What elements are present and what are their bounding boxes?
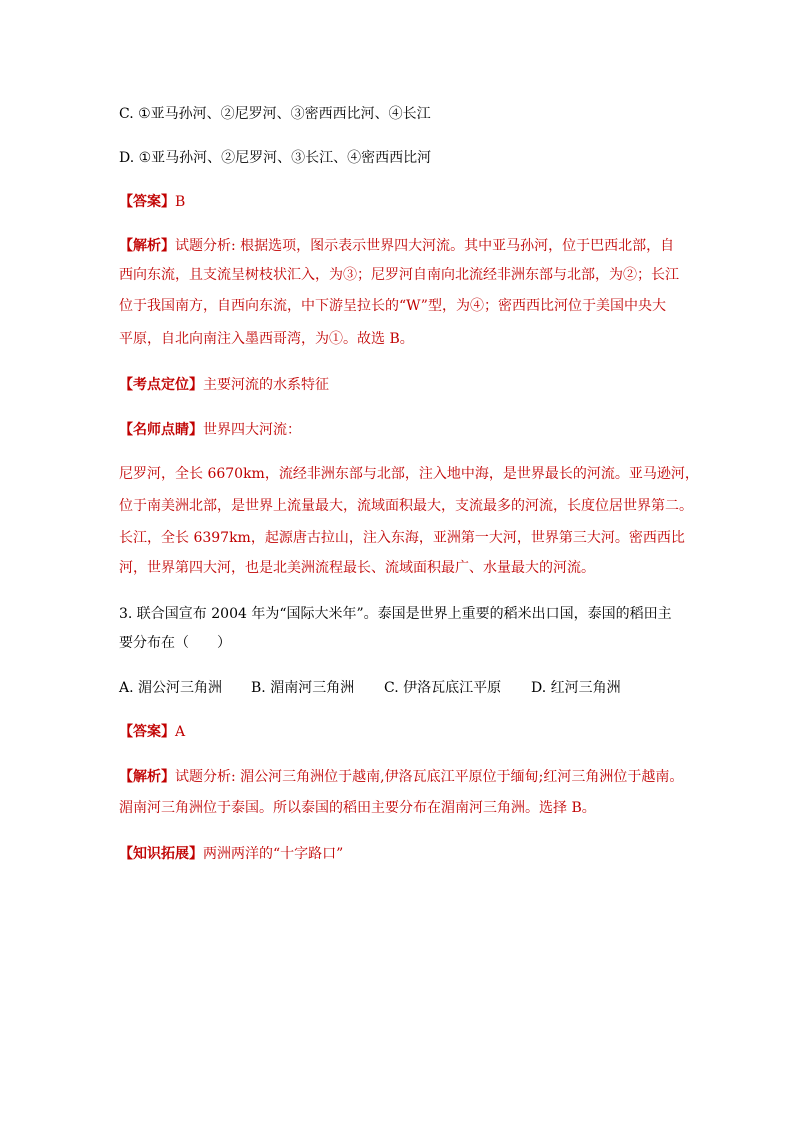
- analysis-text: 试题分析: 根据选项，图示表示世界四大河流。其中亚马孙河，位于巴西北部，自: [175, 238, 675, 254]
- analysis-1-line-2: 西向东流，且支流呈树枝状汇入，为③；尼罗河自南向北流经非洲东部与北部，为②；长江: [119, 267, 679, 283]
- analysis-3-line-1: [119, 765, 719, 789]
- analysis-3-line-2: 湄南河三角洲位于泰国。所以泰国的稻田主要分布在湄南河三角洲。选择 B。: [119, 800, 596, 816]
- answer-3-value: A: [175, 724, 186, 740]
- analysis-3-label: 【解析】: [119, 769, 175, 785]
- option-d: D. 红河三角洲: [531, 680, 621, 696]
- zhishi: [119, 842, 719, 866]
- option-c: C. 伊洛瓦底江平原: [384, 680, 502, 696]
- kaodian-label: 【考点定位】: [119, 377, 203, 393]
- mingshi-value: 世界四大河流：: [203, 422, 301, 438]
- rivers-info-line-2: 位于南美洲北部，是世界上流量最大，流域面积最大，支流最多的河流，长度位居世界第二。: [119, 498, 693, 514]
- option-b: B. 湄南河三角洲: [251, 680, 355, 696]
- mingshi-label: 【名师点睛】: [119, 422, 203, 438]
- option-a: A. 湄公河三角洲: [119, 680, 223, 696]
- answer-3: [119, 720, 719, 744]
- zhishi-label: 【知识拓展】: [119, 846, 203, 862]
- rivers-info-line-4: 河，世界第四大河，也是北美洲流程最长、流域面积最广、水量最大的河流。: [119, 560, 595, 576]
- kaodian: [119, 373, 719, 397]
- answer-1: [119, 190, 719, 214]
- analysis-label: 【解析】: [119, 238, 175, 254]
- kaodian-value: 主要河流的水系特征: [203, 377, 329, 393]
- answer-value: B: [175, 194, 186, 210]
- analysis-1-line-1: [119, 234, 719, 258]
- rivers-info-line-3: 长江，全长 6397km，起源唐古拉山，注入东海，亚洲第一大河，世界第三大河。密西西比: [119, 530, 685, 546]
- question-3-line-2: 要分布在（ ）: [119, 635, 231, 651]
- option-d-prev: D. ①亚马孙河、②尼罗河、③长江、④密西西比河: [119, 150, 432, 166]
- answer-3-label: 【答案】: [119, 724, 175, 740]
- rivers-info-line-1: 尼罗河，全长 6670km，流经非洲东部与北部，注入地中海，是世界最长的河流。亚马逊河，: [119, 466, 699, 482]
- analysis-1-line-4: 平原，自北向南注入墨西哥湾，为①。故选 B。: [119, 331, 414, 347]
- answer-label: 【答案】: [119, 194, 175, 210]
- analysis-3-text: 试题分析: 湄公河三角洲位于越南,伊洛瓦底江平原位于缅甸;红河三角洲位于越南。: [175, 769, 684, 785]
- option-c-prev: C. ①亚马孙河、②尼罗河、③密西西比河、④长江: [119, 106, 431, 122]
- question-3-line-1: 3. 联合国宣布 2004 年为“国际大米年”。泰国是世界上重要的稻米出口国，泰国的稻田主: [119, 606, 672, 622]
- zhishi-value: 两洲两洋的“十字路口”: [203, 846, 344, 862]
- analysis-1-line-3: 位于我国南方，自西向东流，中下游呈拉长的“W”型，为④；密西西比河位于美国中央大: [119, 298, 666, 314]
- mingshi: [119, 418, 719, 442]
- question-3-options: [119, 676, 719, 700]
